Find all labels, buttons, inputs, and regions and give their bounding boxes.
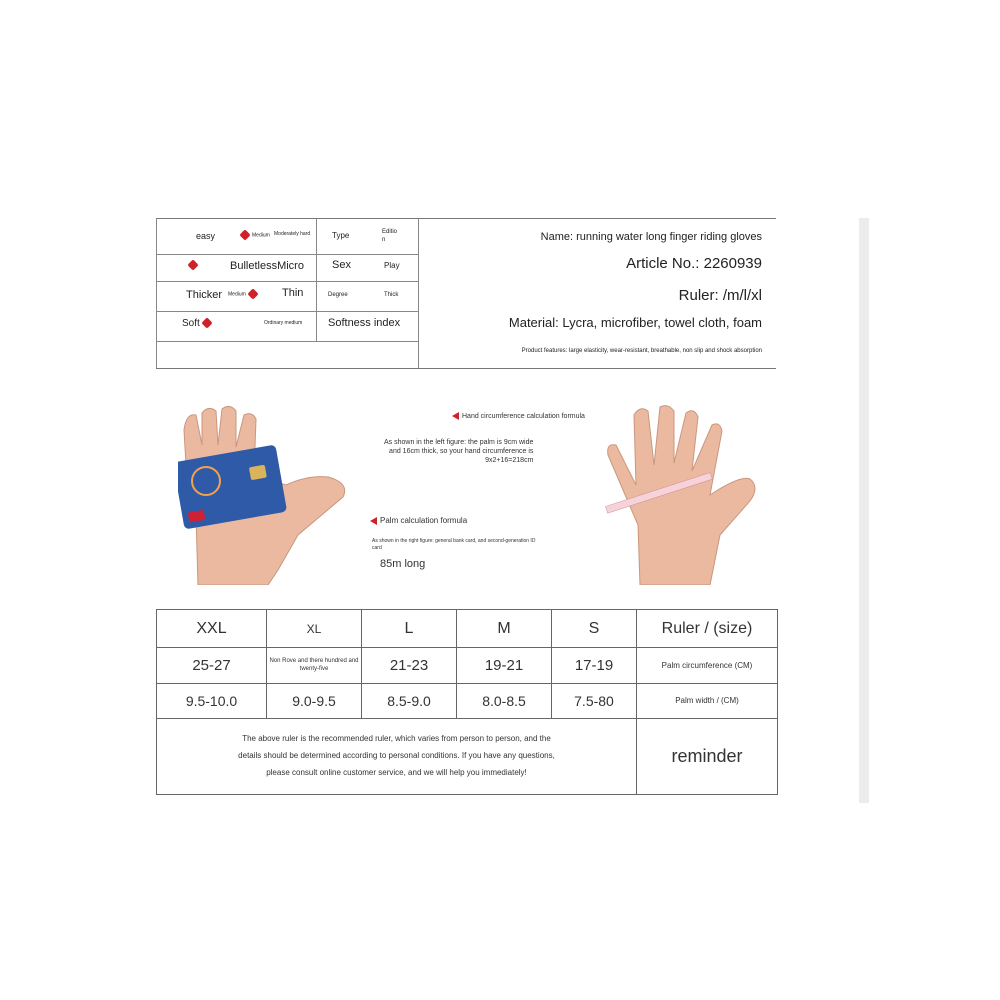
product-features: Product features: large elasticity, wear-resistant, breathable, non slip and shock absorption: [521, 348, 762, 354]
page-edge-shade: [859, 218, 869, 803]
attr-play-label: Play: [384, 261, 400, 270]
width-xl: 9.0-9.5: [267, 683, 362, 718]
palm-length: 85m long: [380, 558, 426, 570]
scale-medium-2-label: Medium: [228, 291, 246, 298]
hand-formula-title-text: Hand circumference calculation formula: [462, 413, 585, 420]
width-s: 7.5-80: [552, 683, 637, 718]
attr-sex-label: Sex: [332, 259, 351, 271]
palm-formula-title-text: Palm calculation formula: [380, 516, 468, 525]
circumference-label: Palm circumference (CM): [637, 648, 778, 683]
size-m: M: [457, 610, 552, 648]
scale-bulletless-micro: BulletlessMicro: [230, 260, 304, 272]
attr-thick-label: Thick: [384, 292, 399, 298]
reminder-line: The above ruler is the recommended ruler, which varies from person to person, and the: [242, 734, 551, 744]
palm-formula-title: [370, 516, 467, 526]
scale-soft-label: Soft: [182, 318, 200, 329]
hand-formula-line: 9x2+16=218cm: [485, 457, 534, 465]
table-row: [157, 683, 778, 718]
scale-soft: [182, 319, 214, 329]
table-border-top: [156, 218, 776, 219]
reminder-text: [157, 719, 637, 795]
column-divider: [316, 218, 317, 341]
scale-medium-2: [228, 290, 260, 298]
attr-sub-label: Editio n: [382, 229, 398, 244]
hand-formula-text: [384, 438, 533, 465]
width-xxl: 9.5-10.0: [157, 683, 267, 718]
card-chip: [249, 465, 267, 481]
hand-with-tape-photo: [600, 405, 760, 585]
table-border-left: [156, 218, 157, 368]
hand-formula-line: and 16cm thick, so your hand circumference is: [389, 448, 534, 456]
width-label: Palm width / (CM): [637, 683, 778, 718]
right-hand-shape: [608, 406, 755, 585]
scale-hard: Moderately hard: [274, 231, 311, 237]
reminder-line: please consult online customer service, and we will help you immediately!: [266, 767, 527, 777]
palm-formula-line: card: [372, 544, 382, 551]
scale-thicker: Thicker: [186, 289, 223, 301]
heart-icon: [239, 229, 250, 240]
article-number: Article No.: 2260939: [626, 255, 762, 272]
hand-formula-title: [452, 412, 585, 421]
row-divider: [156, 281, 418, 282]
row-divider: [156, 311, 418, 312]
size-s: S: [552, 610, 637, 648]
scale-medium-thick: [186, 261, 200, 269]
size-xxl: XXL: [157, 610, 267, 648]
scale-ordinary-medium: Ordinary medium: [264, 320, 303, 326]
heart-icon: [201, 318, 212, 329]
attr-type-label: Type: [332, 231, 350, 240]
product-name: Name: running water long finger riding gloves: [540, 231, 762, 243]
size-chart-table: [156, 609, 778, 795]
circumference-xxl: 25-27: [157, 648, 267, 683]
scale-medium: [238, 231, 270, 239]
width-m: 8.0-8.5: [457, 683, 552, 718]
attr-thin-label: Thin: [282, 287, 304, 299]
table-row: [157, 610, 778, 648]
circumference-m: 19-21: [457, 648, 552, 683]
arrow-left-icon: [452, 412, 459, 420]
attr-softness-label: Softness index: [328, 317, 401, 329]
size-l: L: [362, 610, 457, 648]
scale-easy: easy: [196, 231, 216, 241]
reminder-line: details should be determined according to personal conditions. If you have any questions,: [238, 751, 555, 761]
table-row: [157, 648, 778, 683]
size-xl: XL: [267, 610, 362, 648]
palm-formula-line: As shown in the right figure: general bank card, and second-generation ID: [372, 538, 536, 544]
scale-medium-label: Medium: [252, 232, 270, 239]
ruler-sizes: Ruler: /m/l/xl: [678, 287, 762, 304]
heart-icon: [247, 288, 258, 299]
reminder-label: reminder: [637, 719, 778, 795]
attr-degree-label: Degree: [328, 292, 348, 298]
arrow-left-icon: [370, 517, 377, 525]
product-info-table: [156, 218, 776, 370]
table-row: [157, 719, 778, 795]
row-divider: [156, 254, 418, 255]
width-l: 8.5-9.0: [362, 683, 457, 718]
table-border-bottom: [156, 368, 776, 369]
heart-icon: [187, 259, 198, 270]
material: Material: Lycra, microfiber, towel cloth, foam: [508, 315, 762, 330]
circumference-s: 17-19: [552, 648, 637, 683]
row-divider: [156, 341, 418, 342]
column-divider: [418, 218, 419, 368]
hand-formula-line: As shown in the left figure: the palm is 9cm wide: [384, 439, 534, 446]
size-header-label: Ruler / (size): [637, 610, 778, 648]
circumference-xl: Non Rove and there hundred and twenty-five: [267, 648, 362, 683]
palm-formula-text: [372, 538, 535, 551]
hand-with-card-photo: [178, 405, 353, 585]
circumference-l: 21-23: [362, 648, 457, 683]
